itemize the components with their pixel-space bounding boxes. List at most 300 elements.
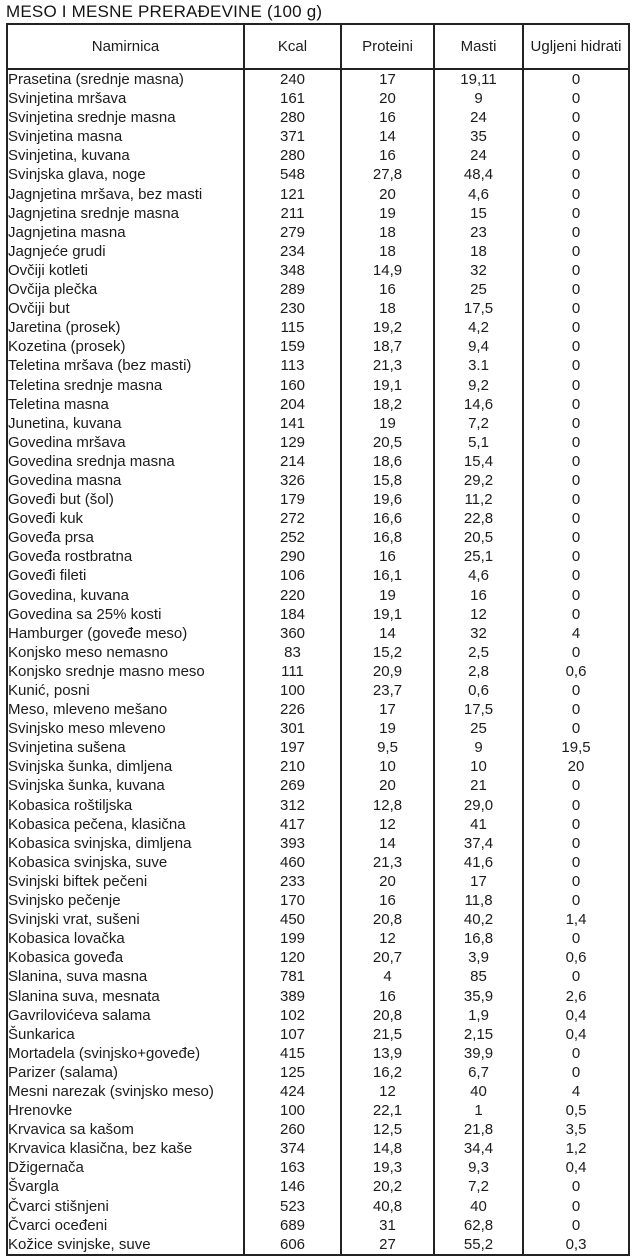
cell-masti: 1 [434,1101,523,1120]
cell-namirnica: Švargla [7,1177,244,1196]
cell-masti: 15 [434,204,523,223]
cell-kcal: 272 [244,509,341,528]
cell-ugljeni-hidrati: 0 [523,719,629,738]
cell-namirnica: Mesni narezak (svinjsko meso) [7,1082,244,1101]
cell-ugljeni-hidrati: 0 [523,280,629,299]
cell-proteini: 20 [341,776,434,795]
cell-kcal: 179 [244,490,341,509]
cell-ugljeni-hidrati: 0,4 [523,1006,629,1025]
cell-ugljeni-hidrati: 0 [523,146,629,165]
cell-masti: 32 [434,261,523,280]
cell-kcal: 360 [244,624,341,643]
cell-masti: 4,6 [434,185,523,204]
cell-ugljeni-hidrati: 0 [523,395,629,414]
cell-kcal: 199 [244,929,341,948]
cell-ugljeni-hidrati: 2,6 [523,987,629,1006]
table-row [7,69,629,89]
cell-namirnica: Goveđa rostbratna [7,547,244,566]
cell-proteini: 19 [341,204,434,223]
cell-ugljeni-hidrati: 0 [523,700,629,719]
table-row [7,1216,629,1235]
cell-namirnica: Jagnjetina masna [7,223,244,242]
cell-proteini: 18 [341,223,434,242]
cell-ugljeni-hidrati: 0,4 [523,1025,629,1044]
table-row [7,967,629,986]
table-row [7,872,629,891]
cell-proteini: 19,2 [341,318,434,337]
cell-proteini: 16 [341,891,434,910]
cell-kcal: 301 [244,719,341,738]
cell-namirnica: Goveđi fileti [7,566,244,585]
table-row [7,185,629,204]
cell-masti: 9 [434,89,523,108]
cell-namirnica: Konjsko meso nemasno [7,643,244,662]
cell-namirnica: Svinjska glava, noge [7,165,244,184]
cell-masti: 29,2 [434,471,523,490]
cell-ugljeni-hidrati: 0 [523,185,629,204]
cell-namirnica: Svinjetina masna [7,127,244,146]
cell-masti: 39,9 [434,1044,523,1063]
cell-namirnica: Jagnjeće grudi [7,242,244,261]
cell-namirnica: Kozetina (prosek) [7,337,244,356]
cell-masti: 11,8 [434,891,523,910]
cell-masti: 25,1 [434,547,523,566]
cell-kcal: 606 [244,1235,341,1255]
cell-ugljeni-hidrati: 0 [523,872,629,891]
cell-ugljeni-hidrati: 0 [523,528,629,547]
cell-masti: 7,2 [434,1177,523,1196]
cell-ugljeni-hidrati: 0 [523,69,629,89]
cell-ugljeni-hidrati: 1,4 [523,910,629,929]
cell-masti: 25 [434,280,523,299]
table-row [7,700,629,719]
cell-kcal: 107 [244,1025,341,1044]
cell-namirnica: Hamburger (goveđe meso) [7,624,244,643]
cell-proteini: 21,5 [341,1025,434,1044]
cell-proteini: 15,8 [341,471,434,490]
cell-proteini: 20,2 [341,1177,434,1196]
cell-proteini: 14 [341,624,434,643]
table-row [7,643,629,662]
cell-masti: 24 [434,108,523,127]
cell-proteini: 27 [341,1235,434,1255]
cell-kcal: 312 [244,796,341,815]
cell-ugljeni-hidrati: 0 [523,204,629,223]
cell-ugljeni-hidrati: 0 [523,376,629,395]
cell-ugljeni-hidrati: 0,4 [523,1158,629,1177]
cell-ugljeni-hidrati: 0 [523,490,629,509]
cell-proteini: 4 [341,967,434,986]
cell-ugljeni-hidrati: 0 [523,414,629,433]
cell-namirnica: Ovčiji but [7,299,244,318]
cell-ugljeni-hidrati: 0 [523,834,629,853]
cell-ugljeni-hidrati: 4 [523,624,629,643]
cell-proteini: 20,5 [341,433,434,452]
cell-ugljeni-hidrati: 3,5 [523,1120,629,1139]
cell-kcal: 260 [244,1120,341,1139]
cell-kcal: 170 [244,891,341,910]
cell-proteini: 19,1 [341,605,434,624]
header-row [7,24,629,69]
cell-kcal: 280 [244,108,341,127]
cell-proteini: 19,6 [341,490,434,509]
cell-masti: 21,8 [434,1120,523,1139]
cell-masti: 17,5 [434,700,523,719]
cell-ugljeni-hidrati: 0 [523,127,629,146]
table-row [7,929,629,948]
cell-namirnica: Svinjetina srednje masna [7,108,244,127]
table-header [7,24,629,69]
cell-masti: 19,11 [434,69,523,89]
table-row [7,662,629,681]
column-header-namirnica: Namirnica [7,24,244,69]
cell-kcal: 450 [244,910,341,929]
cell-kcal: 234 [244,242,341,261]
cell-namirnica: Slanina suva, mesnata [7,987,244,1006]
cell-kcal: 417 [244,815,341,834]
cell-masti: 0,6 [434,681,523,700]
cell-namirnica: Svinjski biftek pečeni [7,872,244,891]
cell-masti: 17,5 [434,299,523,318]
table-row [7,815,629,834]
cell-ugljeni-hidrati: 0 [523,89,629,108]
table-row [7,318,629,337]
cell-proteini: 13,9 [341,1044,434,1063]
table-row [7,719,629,738]
cell-namirnica: Govedina srednja masna [7,452,244,471]
cell-namirnica: Kobasica lovačka [7,929,244,948]
cell-kcal: 220 [244,586,341,605]
cell-masti: 9,4 [434,337,523,356]
table-row [7,891,629,910]
cell-masti: 41,6 [434,853,523,872]
cell-proteini: 15,2 [341,643,434,662]
cell-masti: 12 [434,605,523,624]
cell-namirnica: Džigernača [7,1158,244,1177]
cell-proteini: 31 [341,1216,434,1235]
cell-masti: 17 [434,872,523,891]
cell-proteini: 12,8 [341,796,434,815]
cell-masti: 34,4 [434,1139,523,1158]
cell-masti: 16,8 [434,929,523,948]
cell-masti: 22,8 [434,509,523,528]
table-row [7,471,629,490]
cell-proteini: 19 [341,586,434,605]
cell-ugljeni-hidrati: 0 [523,299,629,318]
cell-masti: 4,2 [434,318,523,337]
cell-proteini: 21,3 [341,356,434,375]
cell-ugljeni-hidrati: 0 [523,1197,629,1216]
cell-masti: 40 [434,1197,523,1216]
table-row [7,1120,629,1139]
cell-ugljeni-hidrati: 0 [523,471,629,490]
cell-kcal: 129 [244,433,341,452]
table-row [7,834,629,853]
cell-kcal: 460 [244,853,341,872]
cell-namirnica: Šunkarica [7,1025,244,1044]
page-title: MESO I MESNE PRERAĐEVINE (100 g) [6,2,323,21]
cell-proteini: 18,7 [341,337,434,356]
cell-ugljeni-hidrati: 0,6 [523,948,629,967]
cell-proteini: 16 [341,146,434,165]
table-row [7,1197,629,1216]
cell-masti: 6,7 [434,1063,523,1082]
cell-masti: 2,15 [434,1025,523,1044]
table-row [7,1082,629,1101]
table-row [7,1235,629,1255]
table-row [7,204,629,223]
cell-ugljeni-hidrati: 0 [523,165,629,184]
cell-kcal: 230 [244,299,341,318]
cell-ugljeni-hidrati: 0 [523,891,629,910]
cell-kcal: 159 [244,337,341,356]
cell-kcal: 106 [244,566,341,585]
cell-proteini: 19 [341,414,434,433]
cell-kcal: 204 [244,395,341,414]
cell-masti: 85 [434,967,523,986]
cell-ugljeni-hidrati: 0 [523,223,629,242]
cell-masti: 11,2 [434,490,523,509]
cell-proteini: 16 [341,547,434,566]
table-row [7,1101,629,1120]
cell-namirnica: Svinjska šunka, dimljena [7,757,244,776]
table-row [7,490,629,509]
cell-masti: 16 [434,586,523,605]
cell-namirnica: Čvarci stišnjeni [7,1197,244,1216]
cell-namirnica: Jagnjetina srednje masna [7,204,244,223]
table-row [7,376,629,395]
cell-ugljeni-hidrati: 0 [523,967,629,986]
cell-kcal: 548 [244,165,341,184]
table-row [7,624,629,643]
cell-kcal: 160 [244,376,341,395]
cell-ugljeni-hidrati: 0 [523,605,629,624]
column-header-masti: Masti [434,24,523,69]
cell-ugljeni-hidrati: 0 [523,242,629,261]
cell-kcal: 111 [244,662,341,681]
cell-kcal: 393 [244,834,341,853]
cell-masti: 29,0 [434,796,523,815]
table-row [7,299,629,318]
cell-proteini: 12,5 [341,1120,434,1139]
cell-kcal: 121 [244,185,341,204]
cell-proteini: 14 [341,127,434,146]
column-header-kcal: Kcal [244,24,341,69]
cell-masti: 21 [434,776,523,795]
cell-namirnica: Kobasica pečena, klasična [7,815,244,834]
cell-proteini: 16 [341,280,434,299]
table-row [7,528,629,547]
cell-proteini: 40,8 [341,1197,434,1216]
cell-proteini: 22,1 [341,1101,434,1120]
cell-proteini: 20,8 [341,1006,434,1025]
cell-namirnica: Goveđa prsa [7,528,244,547]
cell-ugljeni-hidrati: 20 [523,757,629,776]
cell-kcal: 781 [244,967,341,986]
cell-namirnica: Prasetina (srednje masna) [7,69,244,89]
cell-namirnica: Teletina masna [7,395,244,414]
table-row [7,566,629,585]
table-row [7,796,629,815]
cell-masti: 5,1 [434,433,523,452]
cell-masti: 14,6 [434,395,523,414]
cell-namirnica: Slanina, suva masna [7,967,244,986]
table-row [7,681,629,700]
cell-masti: 41 [434,815,523,834]
cell-proteini: 12 [341,815,434,834]
cell-namirnica: Krvavica sa kašom [7,1120,244,1139]
cell-proteini: 20 [341,872,434,891]
cell-kcal: 102 [244,1006,341,1025]
cell-proteini: 20 [341,185,434,204]
cell-namirnica: Kunić, posni [7,681,244,700]
cell-kcal: 374 [244,1139,341,1158]
cell-masti: 55,2 [434,1235,523,1255]
table-row [7,414,629,433]
cell-namirnica: Svinjska šunka, kuvana [7,776,244,795]
cell-proteini: 20,9 [341,662,434,681]
cell-ugljeni-hidrati: 0 [523,318,629,337]
cell-namirnica: Kožice svinjske, suve [7,1235,244,1255]
column-header-ugljeni-hidrati: Ugljeni hidrati [523,24,629,69]
cell-namirnica: Govedina masna [7,471,244,490]
table-body [7,69,629,1255]
cell-ugljeni-hidrati: 0 [523,356,629,375]
cell-proteini: 18 [341,242,434,261]
cell-masti: 48,4 [434,165,523,184]
cell-namirnica: Svinjetina sušena [7,738,244,757]
cell-masti: 3.1 [434,356,523,375]
cell-masti: 35,9 [434,987,523,1006]
cell-ugljeni-hidrati: 0 [523,643,629,662]
cell-kcal: 326 [244,471,341,490]
cell-masti: 10 [434,757,523,776]
cell-kcal: 163 [244,1158,341,1177]
cell-namirnica: Teletina srednje masna [7,376,244,395]
cell-proteini: 17 [341,69,434,89]
cell-masti: 4,6 [434,566,523,585]
cell-proteini: 27,8 [341,165,434,184]
table-row [7,509,629,528]
cell-masti: 1,9 [434,1006,523,1025]
cell-kcal: 289 [244,280,341,299]
table-row [7,776,629,795]
cell-namirnica: Krvavica klasična, bez kaše [7,1139,244,1158]
cell-namirnica: Konjsko srednje masno meso [7,662,244,681]
table-row [7,1025,629,1044]
cell-namirnica: Jaretina (prosek) [7,318,244,337]
table-row [7,738,629,757]
cell-kcal: 120 [244,948,341,967]
cell-masti: 40,2 [434,910,523,929]
table-row [7,395,629,414]
cell-ugljeni-hidrati: 19,5 [523,738,629,757]
cell-ugljeni-hidrati: 0 [523,108,629,127]
cell-kcal: 115 [244,318,341,337]
cell-ugljeni-hidrati: 0 [523,681,629,700]
cell-proteini: 12 [341,1082,434,1101]
cell-namirnica: Teletina mršava (bez masti) [7,356,244,375]
cell-namirnica: Hrenovke [7,1101,244,1120]
cell-namirnica: Parizer (salama) [7,1063,244,1082]
cell-kcal: 233 [244,872,341,891]
nutrition-table [6,23,630,1256]
cell-kcal: 211 [244,204,341,223]
table-row [7,853,629,872]
cell-namirnica: Ovčiji kotleti [7,261,244,280]
cell-masti: 62,8 [434,1216,523,1235]
cell-proteini: 16,2 [341,1063,434,1082]
cell-proteini: 14,8 [341,1139,434,1158]
cell-masti: 35 [434,127,523,146]
cell-ugljeni-hidrati: 0 [523,509,629,528]
table-row [7,586,629,605]
cell-kcal: 161 [244,89,341,108]
cell-namirnica: Jagnjetina mršava, bez masti [7,185,244,204]
cell-ugljeni-hidrati: 1,2 [523,1139,629,1158]
cell-kcal: 226 [244,700,341,719]
cell-kcal: 100 [244,681,341,700]
cell-proteini: 16,8 [341,528,434,547]
cell-masti: 37,4 [434,834,523,853]
cell-ugljeni-hidrati: 0 [523,853,629,872]
table-row [7,165,629,184]
cell-proteini: 18,6 [341,452,434,471]
cell-ugljeni-hidrati: 0 [523,1063,629,1082]
table-row [7,1044,629,1063]
cell-ugljeni-hidrati: 0,5 [523,1101,629,1120]
cell-kcal: 146 [244,1177,341,1196]
cell-proteini: 14,9 [341,261,434,280]
cell-ugljeni-hidrati: 0 [523,337,629,356]
cell-proteini: 17 [341,700,434,719]
table-row [7,1006,629,1025]
cell-masti: 9,2 [434,376,523,395]
cell-namirnica: Goveđi but (šol) [7,490,244,509]
cell-namirnica: Govedina mršava [7,433,244,452]
cell-masti: 40 [434,1082,523,1101]
cell-ugljeni-hidrati: 0 [523,547,629,566]
cell-ugljeni-hidrati: 0 [523,796,629,815]
cell-namirnica: Čvarci oceđeni [7,1216,244,1235]
cell-ugljeni-hidrati: 0 [523,433,629,452]
cell-namirnica: Mortadela (svinjsko+goveđe) [7,1044,244,1063]
cell-namirnica: Gavrilovićeva salama [7,1006,244,1025]
table-row [7,987,629,1006]
cell-kcal: 269 [244,776,341,795]
cell-proteini: 21,3 [341,853,434,872]
table-row [7,242,629,261]
cell-kcal: 125 [244,1063,341,1082]
cell-ugljeni-hidrati: 0 [523,1177,629,1196]
cell-kcal: 141 [244,414,341,433]
cell-kcal: 689 [244,1216,341,1235]
table-row [7,356,629,375]
table-row [7,1177,629,1196]
table-row [7,948,629,967]
cell-kcal: 113 [244,356,341,375]
cell-namirnica: Kobasica svinjska, dimljena [7,834,244,853]
cell-namirnica: Meso, mleveno mešano [7,700,244,719]
table-row [7,547,629,566]
table-row [7,1063,629,1082]
cell-proteini: 16,6 [341,509,434,528]
cell-kcal: 424 [244,1082,341,1101]
cell-masti: 24 [434,146,523,165]
table-row [7,1158,629,1177]
cell-masti: 23 [434,223,523,242]
cell-namirnica: Goveđi kuk [7,509,244,528]
